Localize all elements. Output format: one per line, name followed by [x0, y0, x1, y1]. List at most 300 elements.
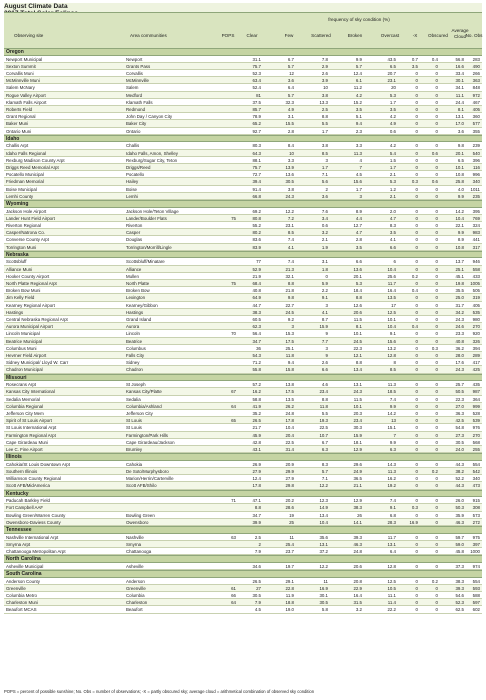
- cell-broken: 4.7: [355, 230, 362, 236]
- cell-area: Medford: [126, 92, 143, 98]
- cell-few: 9.2: [287, 317, 294, 322]
- cell-overcast: 12.5: [387, 309, 396, 315]
- cell-area: Torrington/Morrill/Lingle: [126, 244, 172, 250]
- cell-few: 28.6: [285, 505, 294, 511]
- cell-avg-cloud: 24.3: [455, 317, 464, 322]
- cell-overcast: 18.5: [387, 389, 396, 395]
- cell-few: 12: [289, 71, 294, 76]
- cell-overcast: 9.9: [389, 439, 396, 445]
- cell-obs: 394: [472, 345, 480, 351]
- cell-overcast: 3.5: [389, 230, 396, 236]
- cell-clear: 55.2: [252, 223, 261, 228]
- cell-avg-cloud: 28.0: [455, 353, 464, 358]
- cell-x: 0: [415, 208, 418, 214]
- cell-site: St Louis International Arpt: [6, 425, 57, 431]
- cell-overcast: 5.4: [389, 150, 396, 156]
- cell-clear: 75.7: [252, 63, 261, 69]
- cell-x: 0: [415, 549, 418, 554]
- cell-pops: [218, 142, 236, 149]
- cell-site: Riverton Regional: [6, 223, 41, 228]
- cell-scattered: 5.8: [321, 607, 328, 613]
- cell-pops: [218, 157, 236, 164]
- cell-pops: [218, 302, 236, 309]
- cell-overcast: 15.1: [387, 425, 396, 431]
- cell-pops: [218, 258, 236, 265]
- cell-pops: [218, 244, 236, 251]
- cell-overcast: 6.8: [389, 512, 396, 518]
- cell-scattered: 7.1: [321, 172, 328, 178]
- cell-x: 0: [415, 338, 418, 344]
- cell-avg-cloud: 10.8: [455, 172, 464, 178]
- cell-obs: 433: [472, 273, 480, 279]
- table-row: [4, 316, 482, 323]
- cell-x: 0: [415, 230, 418, 236]
- cell-overcast: 11.4: [387, 600, 396, 606]
- cell-pops: [218, 273, 236, 280]
- cell-avg-cloud: 33.4: [455, 71, 464, 76]
- cell-obscured: 0: [435, 281, 438, 286]
- cell-site: Chadron Municipal: [6, 367, 43, 373]
- cell-broken: 5.7: [355, 63, 362, 69]
- cell-overcast: 13.2: [387, 345, 396, 351]
- cell-site: Broken Bow Muni: [6, 288, 41, 294]
- cell-overcast: 2.1: [389, 193, 396, 199]
- cell-pops: [218, 541, 236, 548]
- cell-obs: 983: [472, 230, 480, 236]
- cell-avg-cloud: 8.1: [457, 107, 464, 112]
- cell-few: 29.1: [285, 578, 294, 584]
- cell-scattered: 8.5: [321, 150, 328, 156]
- cell-few: 27.9: [285, 476, 294, 482]
- cell-avg-cloud: 40.8: [455, 338, 464, 344]
- cell-overcast: 11.3: [387, 382, 396, 388]
- cell-broken: 11.2: [353, 85, 362, 91]
- cell-scattered: 11: [323, 578, 328, 584]
- cell-broken: 3.5: [355, 244, 362, 250]
- cell-pops: [218, 482, 236, 489]
- cell-area: Cahokia: [126, 461, 143, 467]
- cell-pops: [218, 396, 236, 403]
- cell-x: 0: [415, 593, 418, 598]
- cell-few: 11.9: [285, 593, 294, 598]
- cell-site: McMinnville Muni: [6, 78, 40, 84]
- cell-obs: 395: [472, 208, 480, 214]
- cell-clear: 41.9: [252, 403, 261, 409]
- cell-obs: 975: [472, 534, 480, 540]
- cell-site: Beatrice Municipal: [6, 338, 42, 344]
- cell-pops: [218, 359, 236, 366]
- cell-scattered: 2.9: [321, 63, 328, 69]
- cell-obs: 568: [472, 439, 480, 445]
- cell-avg-cloud: 17.6: [455, 360, 464, 366]
- cell-x: 0: [415, 121, 418, 127]
- cell-site: Columbus Muni: [6, 345, 37, 351]
- cell-avg-cloud: 25.8: [455, 179, 464, 185]
- cell-x: 0: [415, 172, 418, 178]
- table-row: [4, 84, 482, 91]
- cell-few: 15.3: [285, 331, 294, 337]
- cell-few: 12.2: [285, 208, 294, 214]
- cell-area: Jefferson City: [126, 411, 153, 416]
- cell-scattered: 30.1: [319, 593, 328, 598]
- cell-avg-cloud: 26.0: [455, 498, 464, 504]
- cell-obs: 417: [472, 360, 480, 366]
- cell-few: 24.8: [285, 411, 294, 416]
- cell-broken: 3.5: [355, 107, 362, 112]
- cell-area: Columbia: [126, 593, 145, 598]
- cell-overcast: 9.9: [389, 403, 396, 409]
- cell-area: Boise: [126, 186, 137, 192]
- cell-obs: 270: [472, 432, 480, 438]
- cell-x: 0: [415, 295, 418, 301]
- cell-avg-cloud: 24.3: [455, 367, 464, 373]
- cell-clear: 52.9: [252, 266, 261, 272]
- cell-x: 0: [415, 476, 418, 482]
- cell-obs: 425: [472, 367, 480, 373]
- cell-overcast: 8.3: [389, 223, 396, 228]
- cell-overcast: 8.5: [389, 367, 396, 373]
- cell-area: Sedalia: [126, 396, 141, 402]
- cell-clear: 57.2: [252, 382, 261, 388]
- cell-scattered: 5.5: [321, 121, 328, 127]
- cell-clear: 80.3: [252, 143, 261, 149]
- state-section-header: [4, 48, 482, 56]
- table-row: [4, 388, 482, 395]
- cell-avg-cloud: 8.9: [457, 237, 464, 243]
- state-section-header: [4, 135, 482, 143]
- table-row: [4, 106, 482, 113]
- cell-obscured: 0: [435, 411, 438, 416]
- cell-obscured: 0.6: [431, 150, 438, 156]
- table-row: [4, 446, 482, 453]
- cell-few: 15.5: [285, 121, 294, 127]
- cell-avg-cloud: 36.2: [455, 345, 464, 351]
- cell-pops: 71: [231, 498, 236, 504]
- header-avg-cloud-2: Cloud: [453, 34, 467, 39]
- cell-broken: 38.3: [353, 505, 362, 511]
- cell-few: 21.3: [285, 266, 294, 272]
- cell-obscured: 0: [435, 63, 438, 69]
- cell-scattered: 22.5: [319, 425, 328, 431]
- cell-avg-cloud: 35.9: [455, 512, 464, 518]
- cell-scattered: 10.4: [319, 519, 328, 525]
- cell-area: Beaufort: [126, 607, 143, 613]
- cell-overcast: 10.5: [387, 585, 396, 591]
- cell-overcast: 3.5: [389, 107, 396, 112]
- cell-site: Rexburg Madison County Arpt: [6, 157, 65, 163]
- cell-overcast: 6.5: [389, 63, 396, 69]
- cell-overcast: 12.5: [387, 578, 396, 584]
- cell-clear: 64.3: [252, 150, 261, 156]
- cell-scattered: 13.4: [319, 512, 328, 518]
- cell-obscured: 0: [435, 317, 438, 322]
- cell-clear: 80.2: [252, 230, 261, 236]
- cell-obs: 1005: [470, 281, 480, 286]
- cell-obscured: 0: [435, 447, 438, 452]
- cell-site: Greenville: [6, 585, 26, 591]
- cell-avg-cloud: 44.3: [455, 461, 464, 467]
- cell-x: 0: [415, 512, 418, 518]
- cell-site: Driggs Reed Memorial Arpt: [6, 165, 59, 170]
- table-row: [4, 468, 482, 475]
- cell-overcast: 10.4: [387, 266, 396, 272]
- cell-x: 0: [415, 157, 418, 163]
- cell-pops: [218, 578, 236, 585]
- cell-x: 0: [415, 345, 418, 351]
- cell-few: 4.9: [287, 107, 294, 112]
- state-name: Wyoming: [6, 201, 29, 207]
- cell-scattered: 3.6: [321, 193, 328, 199]
- table-row: [4, 534, 482, 541]
- cell-obscured: 0: [435, 396, 438, 402]
- cell-few: 8.4: [287, 143, 294, 149]
- cell-pops: [218, 424, 236, 431]
- cell-clear: 2.5: [254, 534, 261, 540]
- cell-few: 25.4: [285, 541, 294, 547]
- cell-x: 0: [415, 578, 418, 584]
- cell-avg-cloud: 4.0: [457, 186, 464, 192]
- cell-broken: 20.6: [353, 309, 362, 315]
- cell-scattered: 2.5: [321, 107, 328, 112]
- cell-obscured: 0: [435, 476, 438, 482]
- cell-x: 0: [415, 193, 418, 199]
- cell-site: Alliance Muni: [6, 266, 33, 272]
- cell-clear: 35.2: [252, 411, 261, 416]
- cell-scattered: 3: [325, 157, 328, 163]
- cell-x: 0: [415, 114, 418, 120]
- table-row: [4, 171, 482, 178]
- cell-clear: 26.5: [252, 418, 261, 424]
- cell-obscured: 0: [435, 215, 438, 221]
- cell-pops: [218, 410, 236, 417]
- cell-area: Redmond: [126, 107, 146, 112]
- cell-overcast: 1.5: [389, 157, 396, 163]
- cell-obs: 593: [472, 585, 480, 591]
- cell-obscured: 0: [435, 541, 438, 547]
- cell-x: 16.9: [409, 519, 418, 525]
- cell-area: Grand Island: [126, 317, 152, 322]
- cell-clear: 37.5: [252, 99, 261, 105]
- cell-area: Casper: [126, 230, 141, 236]
- table-row: [4, 236, 482, 243]
- cell-site: Casper/Natrona Co.: [6, 230, 46, 236]
- cell-broken: 1.7: [355, 186, 362, 192]
- cell-obscured: 0: [435, 353, 438, 358]
- cell-scattered: 3: [325, 302, 328, 308]
- cell-x: 0: [415, 266, 418, 272]
- cell-pops: [218, 150, 236, 157]
- cell-broken: 4.2: [355, 92, 362, 98]
- cell-obs: 441: [472, 237, 480, 243]
- cell-area: Beatrice: [126, 338, 143, 344]
- cell-clear: 92.7: [252, 128, 261, 134]
- cell-pops: [218, 178, 236, 185]
- cell-area: St Louis: [126, 418, 142, 424]
- cell-broken: 26: [357, 512, 362, 518]
- cell-obscured: 0.2: [431, 469, 438, 474]
- cell-clear: 64.9: [252, 295, 261, 301]
- table-row: [4, 208, 482, 215]
- cell-x: 0: [415, 367, 418, 373]
- cell-x: 0: [415, 447, 418, 452]
- cell-overcast: 16.4: [387, 288, 396, 294]
- cell-area: Charleston: [126, 600, 148, 606]
- cell-x: 0: [415, 563, 418, 569]
- cell-obscured: 0.3: [431, 345, 438, 351]
- state-section-header: [4, 251, 482, 259]
- cell-clear: 77: [256, 259, 261, 265]
- cell-x: 0: [415, 99, 418, 105]
- cell-area: St Louis: [126, 425, 142, 431]
- cell-area: Owensboro: [126, 519, 149, 525]
- cell-obscured: 0: [435, 71, 438, 76]
- cell-area: [126, 504, 218, 511]
- cell-few: 13.6: [285, 172, 294, 178]
- cell-obs: 255: [472, 447, 480, 452]
- cell-broken: 15.2: [353, 99, 362, 105]
- table-row: [4, 345, 482, 352]
- cell-broken: 8.8: [355, 295, 362, 301]
- cell-x: 0: [415, 396, 418, 402]
- cell-broken: 12.9: [353, 498, 362, 504]
- cell-x: 0: [415, 541, 418, 547]
- table-row: [4, 592, 482, 599]
- cell-obs: 528: [472, 411, 480, 416]
- cell-few: 13.8: [285, 382, 294, 388]
- cell-obs: 326: [472, 338, 480, 344]
- cell-x: 0: [415, 389, 418, 395]
- cell-area: Lemhi: [126, 193, 138, 199]
- cell-obscured: 0: [435, 519, 438, 525]
- cell-broken: 20.1: [353, 273, 362, 279]
- cell-obs: 535: [472, 309, 480, 315]
- table-row: [4, 432, 482, 439]
- cell-obs: 602: [472, 607, 480, 613]
- cell-area: St Joseph: [126, 382, 146, 388]
- cell-site: Sedalia Memorial: [6, 396, 40, 402]
- cell-broken: 2.8: [355, 237, 362, 243]
- cell-obscured: 0: [435, 360, 438, 366]
- table-row: [4, 323, 482, 330]
- cell-broken: 12.7: [353, 223, 362, 228]
- cell-scattered: 6.6: [321, 367, 328, 373]
- cell-obscured: 0: [435, 439, 438, 445]
- cell-site: Ontario Muni: [6, 128, 32, 134]
- cell-obs: 554: [472, 461, 480, 467]
- cell-site: Challis Arpt: [6, 143, 29, 149]
- table-row: [4, 266, 482, 273]
- cell-broken: 36.5: [353, 476, 362, 482]
- cell-obs: 340: [472, 476, 480, 482]
- cell-pops: [218, 128, 236, 135]
- cell-overcast: 19.2: [387, 483, 396, 489]
- cell-clear: 47.1: [252, 498, 261, 504]
- cell-broken: 11.5: [353, 317, 362, 322]
- cell-clear: 85.7: [252, 107, 261, 112]
- cell-avg-cloud: 52.2: [455, 476, 464, 482]
- state-section-header: [4, 374, 482, 382]
- cell-avg-cloud: 16.6: [455, 63, 464, 69]
- cell-avg-cloud: 38.3: [455, 578, 464, 584]
- cell-site: Roberts Field: [6, 107, 33, 112]
- cell-obscured: 0: [435, 85, 438, 91]
- cell-obs: 996: [472, 172, 480, 178]
- cell-broken: 6.6: [355, 259, 362, 265]
- cell-pops: [218, 563, 236, 570]
- cell-area: Lander/Boulder Flats: [126, 215, 167, 221]
- cell-x: 0: [415, 353, 418, 358]
- cell-overcast: 23.1: [387, 78, 396, 84]
- cell-x: 0.3: [411, 505, 418, 511]
- cell-few: 31.4: [285, 447, 294, 452]
- cell-obscured: 0: [435, 165, 438, 170]
- cell-scattered: 2.6: [321, 360, 328, 366]
- state-name: Illinois: [6, 454, 22, 461]
- cell-avg-cloud: 9.9: [457, 230, 464, 236]
- cell-site: Hastings: [6, 309, 24, 315]
- cell-obs: 987: [472, 389, 480, 395]
- cell-few: 15.8: [285, 367, 294, 373]
- cell-x: 0: [415, 309, 418, 315]
- cell-scattered: 14.9: [319, 505, 328, 511]
- cell-pops: [218, 294, 236, 301]
- cell-x: 0: [415, 483, 418, 489]
- cell-x: 0: [415, 237, 418, 243]
- cell-x: 0: [415, 534, 418, 540]
- cell-obscured: 0: [435, 302, 438, 308]
- cell-broken: 8.8: [355, 360, 362, 366]
- cell-pops: [218, 106, 236, 113]
- cell-few: 20.2: [285, 498, 294, 504]
- title-line-1: August Climate Data: [4, 3, 68, 10]
- cell-obs: 396: [472, 157, 480, 163]
- cell-avg-cloud: 10.8: [455, 244, 464, 250]
- cell-obs: 1000: [470, 549, 480, 554]
- cell-area: Chattanooga: [126, 549, 152, 554]
- cell-clear: 27.9: [252, 469, 261, 474]
- table-row: [4, 164, 482, 171]
- cell-clear: 83.9: [252, 244, 261, 250]
- cell-scattered: 0.6: [321, 223, 328, 228]
- cell-obscured: 0: [435, 585, 438, 591]
- cell-scattered: 3.8: [321, 92, 328, 98]
- cell-site: Central Nebraska Regional Arpt: [6, 317, 68, 322]
- cell-scattered: 30.5: [319, 600, 328, 606]
- cell-few: 3.3: [287, 157, 294, 163]
- cell-obscured: 0: [435, 143, 438, 149]
- cell-pops: [218, 446, 236, 453]
- cell-few: 6.4: [287, 85, 294, 91]
- cell-scattered: 23.4: [319, 389, 328, 395]
- cell-pops: [218, 120, 236, 127]
- cell-area: Driggs/Reed: [126, 165, 151, 170]
- header-area: Area communities: [130, 33, 167, 38]
- cell-obscured: 0: [435, 403, 438, 409]
- cell-few: 32.1: [285, 273, 294, 279]
- cell-pops: [218, 338, 236, 345]
- cell-obs: 980: [472, 317, 480, 322]
- header-scattered: Scattered: [311, 33, 331, 38]
- table-row: [4, 150, 482, 157]
- cell-site: Lincoln Municipal: [6, 331, 40, 337]
- cell-avg-cloud: 45.1: [455, 273, 464, 279]
- cell-x: 0: [415, 281, 418, 286]
- cell-clear: 40.8: [252, 288, 261, 294]
- cell-obs: 405: [472, 107, 480, 112]
- cell-site: Converse County Arpt: [6, 237, 49, 243]
- cell-broken: 5.1: [355, 114, 362, 120]
- cell-obs: 542: [472, 469, 480, 474]
